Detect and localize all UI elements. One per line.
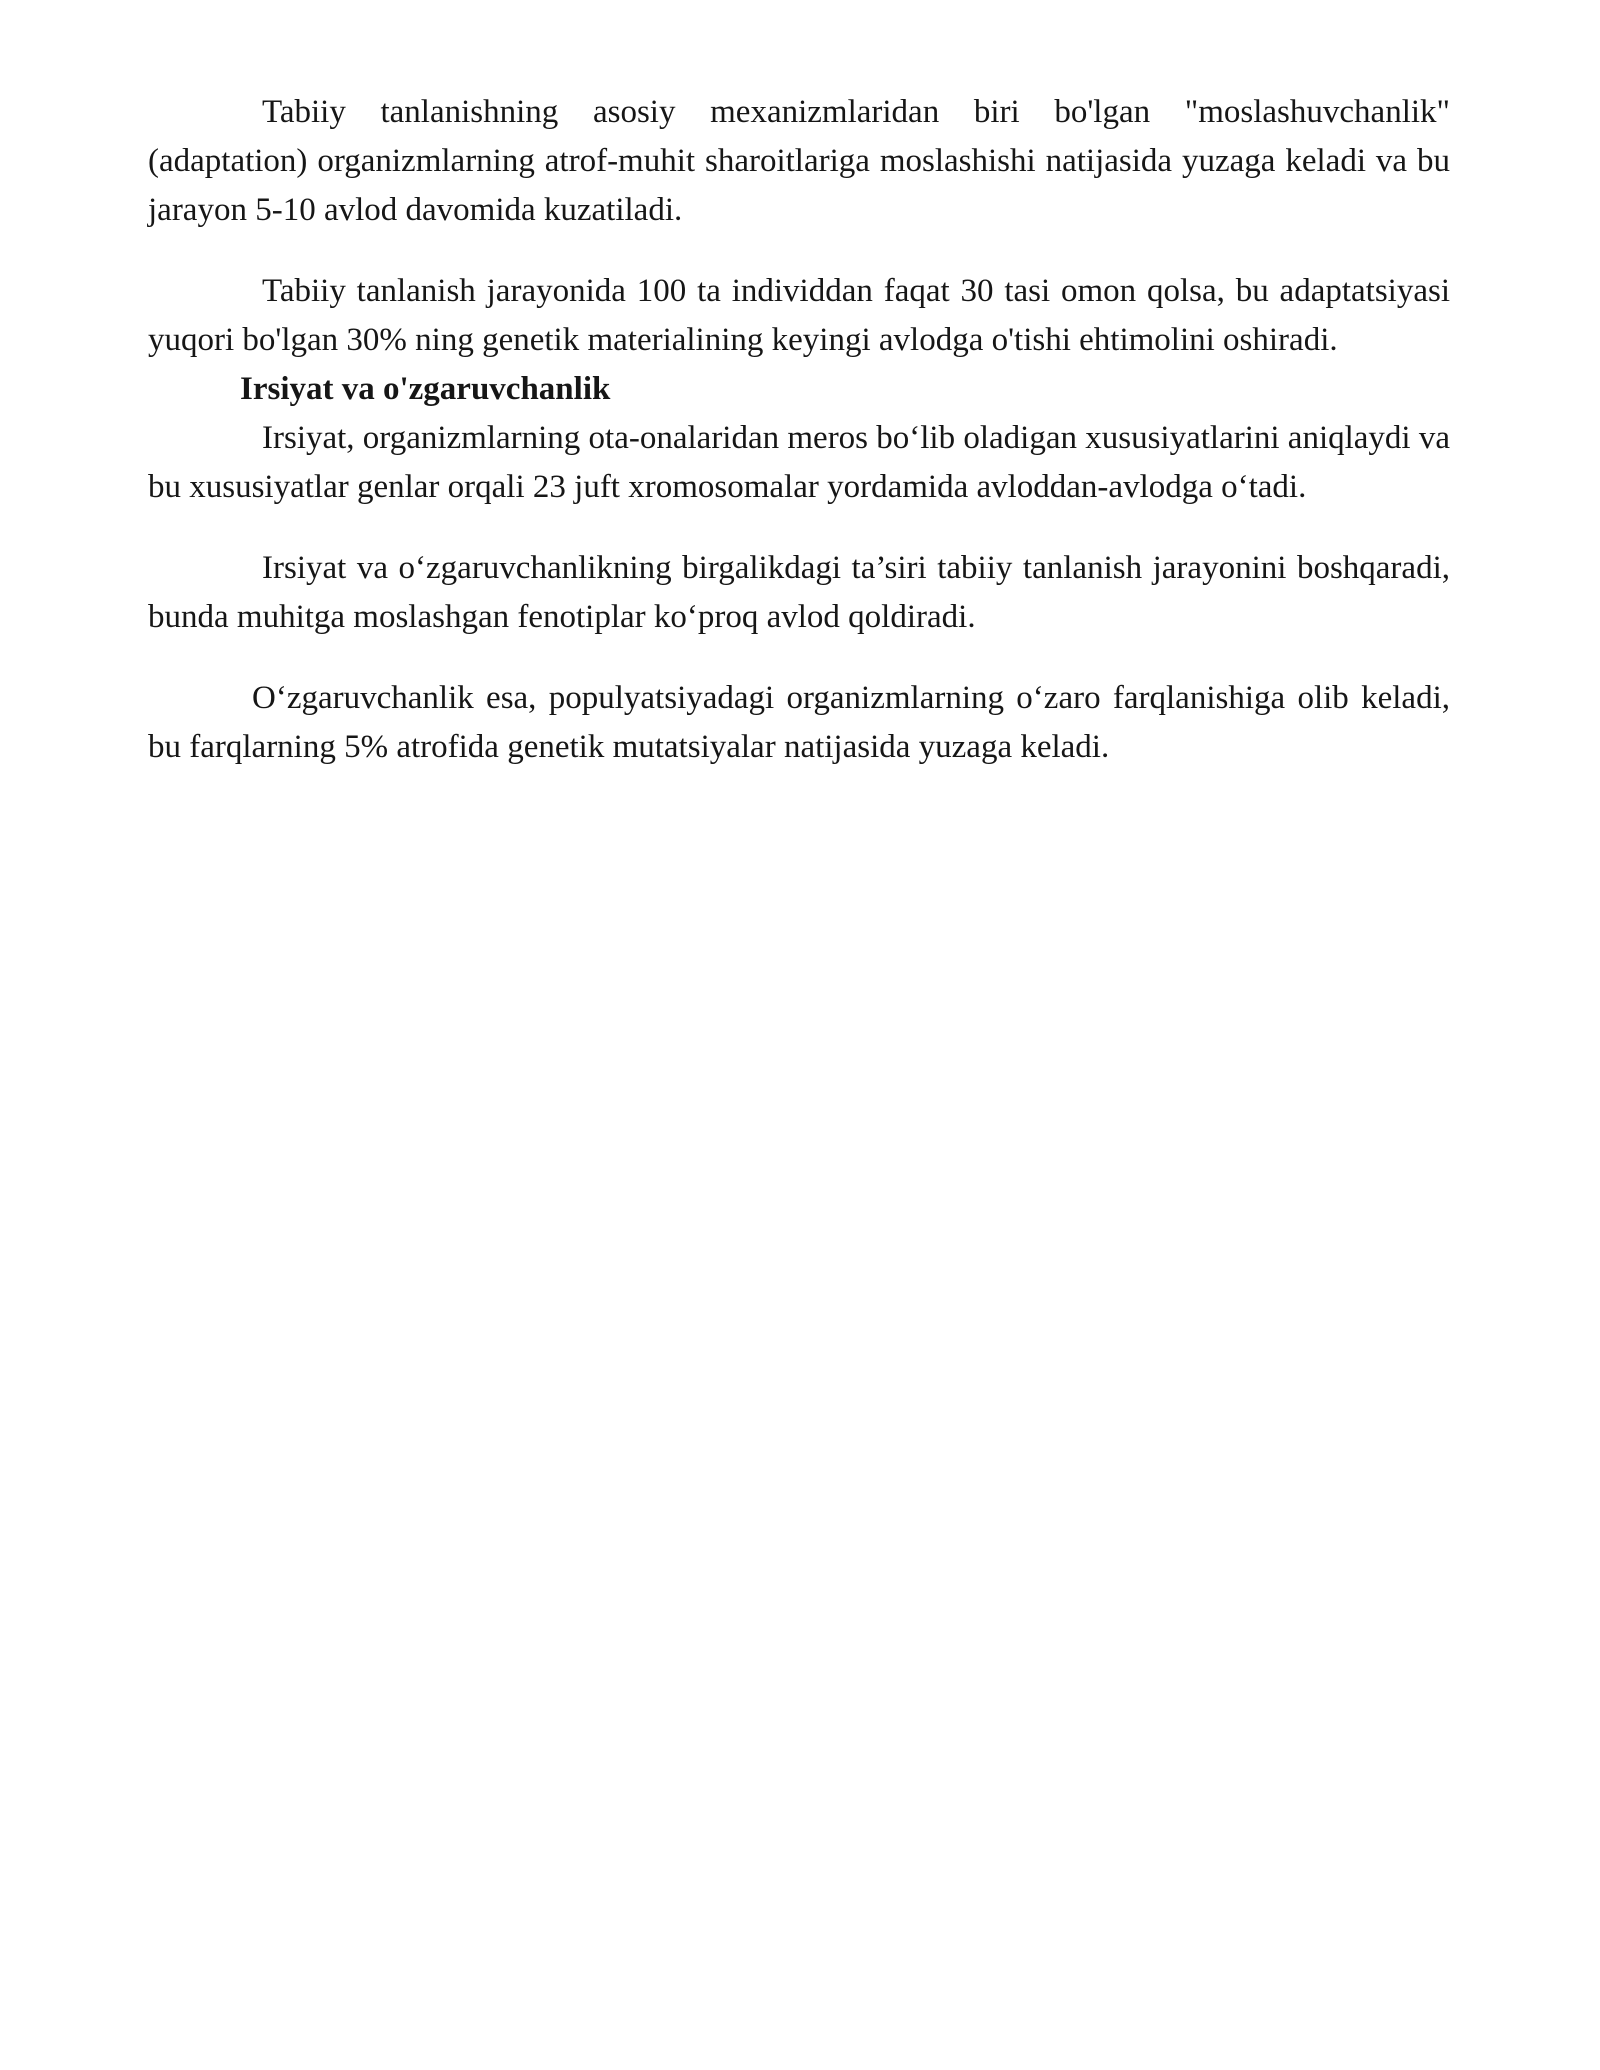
document-body bbox=[148, 88, 1450, 772]
paragraph-adaptation: Tabiiy tanlanishning asosiy mexanizmlaridan biri bo'lgan "moslashuvchanlik" (adaptation) organizmlarning atrof-muhit sharoitlariga moslashishi natijasida yuzaga keladi va bu jarayon 5-10 avlod davomida kuzatiladi. bbox=[148, 94, 1450, 228]
paragraph-variability: O‘zgaruvchanlik esa, populyatsiyadagi organizmlarning o‘zaro farqlanishiga olib keladi, bu farqlarning 5% atrofida genetik mutatsiyalar natijasida yuzaga keladi. bbox=[148, 680, 1450, 765]
paragraph-natural-selection: Tabiiy tanlanish jarayonida 100 ta individdan faqat 30 tasi omon qolsa, bu adaptatsiyasi yuqori bo'lgan 30% ning genetik materialining keyingi avlodga o'tishi ehtimolini oshiradi. bbox=[148, 273, 1450, 358]
section-heading: Irsiyat va o'zgaruvchanlik bbox=[240, 371, 611, 407]
paragraph-heredity-variability: Irsiyat va o‘zgaruvchanlikning birgalikdagi ta’siri tabiiy tanlanish jarayonini boshqaradi, bunda muhitga moslashgan fenotiplar ko‘proq avlod qoldiradi. bbox=[148, 550, 1450, 635]
paragraph-heredity: Irsiyat, organizmlarning ota-onalaridan meros bo‘lib oladigan xususiyatlarini aniqlaydi va bu xususiyatlar genlar orqali 23 juft xromosomalar yordamida avloddan-avlodga o‘tadi. bbox=[148, 420, 1450, 505]
